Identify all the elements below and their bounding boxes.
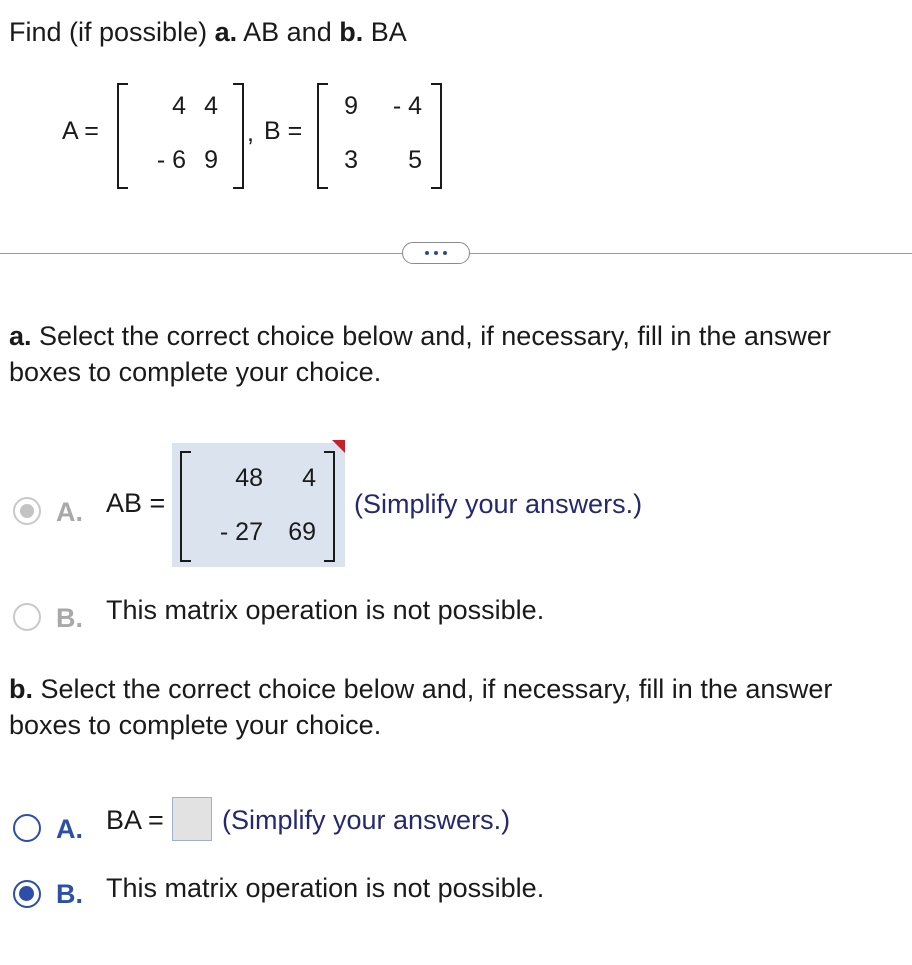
part-b-letter: b.: [339, 17, 364, 47]
matrix-a-cell: - 6: [156, 146, 186, 174]
matrix-b-left-bracket: [317, 83, 328, 189]
part-b-product: BA: [370, 17, 407, 47]
matrix-b-cell: 9: [344, 92, 358, 120]
incorrect-flag-icon: [332, 440, 345, 453]
part-a-product: AB and: [243, 17, 332, 47]
show-more-button[interactable]: [402, 242, 470, 264]
ab-answer-cell[interactable]: 48: [235, 464, 263, 492]
part-a-option-b-letter: B.: [56, 603, 83, 633]
part-b-option-a-letter: A.: [56, 814, 83, 844]
matrix-a-cell: 4: [172, 92, 186, 120]
matrix-b-right-bracket: [431, 83, 442, 189]
part-a-letter: a.: [214, 17, 238, 47]
part-b-option-b-letter: B.: [56, 879, 83, 909]
matrix-b-label: B =: [264, 117, 303, 145]
ab-answer-cell[interactable]: 69: [288, 518, 316, 546]
matrix-a-label: A =: [62, 117, 99, 145]
ellipsis-icon: [425, 251, 429, 255]
matrix-a-left-bracket: [117, 83, 128, 189]
part-a-option-a-letter: A.: [56, 497, 83, 527]
part-b-option-a-label: BA =: [106, 805, 164, 835]
ellipsis-icon: [443, 251, 447, 255]
part-b-instruction-text: Select the correct choice below and, if necessary, fill in the answer boxes to complete your choice.: [9, 674, 833, 740]
ab-answer-cell[interactable]: 4: [302, 464, 316, 492]
ab-answer-cell[interactable]: - 27: [219, 518, 263, 546]
part-a-instruction: [9, 318, 904, 390]
part-a-option-b-radio[interactable]: [13, 603, 41, 631]
matrix-separator: ,: [247, 119, 254, 147]
part-a-option-a-label: AB =: [106, 488, 166, 518]
part-b-option-a-hint: (Simplify your answers.): [222, 805, 511, 835]
part-a-instruction-text: Select the correct choice below and, if necessary, fill in the answer boxes to complete your choice.: [9, 321, 831, 387]
matrix-b-cell: 3: [344, 146, 358, 174]
ab-right-bracket: [324, 451, 335, 562]
part-b-option-a-radio[interactable]: [13, 814, 41, 842]
question-prefix: Find (if possible): [9, 17, 208, 47]
ba-answer-input[interactable]: [172, 797, 212, 841]
matrix-a-right-bracket: [233, 83, 244, 189]
part-b-option-b-radio[interactable]: [13, 880, 41, 908]
matrix-a-cell: 9: [204, 146, 218, 174]
part-a-option-a-radio[interactable]: [13, 497, 41, 525]
question-title: [9, 14, 407, 50]
ab-left-bracket: [180, 451, 191, 562]
part-a-option-b-text: This matrix operation is not possible.: [106, 595, 545, 625]
ab-answer-matrix[interactable]: [172, 443, 345, 567]
matrix-b-cell: - 4: [392, 92, 422, 120]
part-a-instruction-letter: a.: [9, 321, 32, 351]
part-b-option-b-text: This matrix operation is not possible.: [106, 873, 545, 903]
part-b-instruction-letter: b.: [9, 674, 33, 704]
matrix-b-cell: 5: [408, 146, 422, 174]
part-b-instruction: [9, 671, 904, 743]
part-a-option-a-hint: (Simplify your answers.): [354, 489, 643, 519]
matrix-a-cell: 4: [204, 92, 218, 120]
ellipsis-icon: [434, 251, 438, 255]
